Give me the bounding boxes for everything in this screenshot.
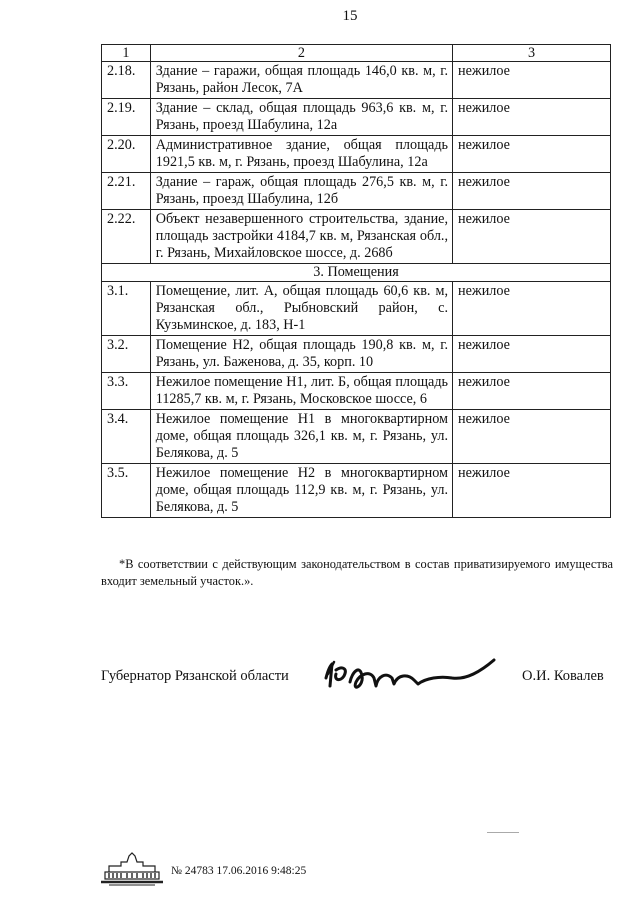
row-description: Здание – гараж, общая площадь 276,5 кв. м, г. Рязань, проезд Шабулина, 12б <box>150 173 452 210</box>
row-number: 3.1. <box>102 282 151 336</box>
row-status: нежилое <box>453 336 611 373</box>
building-emblem-icon <box>99 852 165 886</box>
table-header-row <box>102 45 611 62</box>
row-number: 3.5. <box>102 464 151 518</box>
row-description: Административное здание, общая площадь 1921,5 кв. м, г. Рязань, проезд Шабулина, 12а <box>150 136 452 173</box>
table-row <box>102 173 611 210</box>
header-col-1: 1 <box>102 45 151 62</box>
row-number: 3.3. <box>102 373 151 410</box>
margin-mark <box>487 832 519 833</box>
document-stamp: № 24783 17.06.2016 9:48:25 <box>171 865 307 877</box>
table-row <box>102 62 611 99</box>
section-row <box>102 264 611 282</box>
header-col-2: 2 <box>150 45 452 62</box>
footnote: *В соответствии с действующим законодательством в состав приватизируемого имущества входит земельный участок.». <box>101 557 613 588</box>
row-number: 2.21. <box>102 173 151 210</box>
table-row <box>102 282 611 336</box>
row-description: Объект незавершенного строительства, здание, площадь застройки 4184,7 кв. м, Рязанская обл., г. Рязань, Михайловское шоссе, д. 268б <box>150 210 452 264</box>
row-number: 3.4. <box>102 410 151 464</box>
row-number: 2.20. <box>102 136 151 173</box>
row-number: 3.2. <box>102 336 151 373</box>
row-number: 2.22. <box>102 210 151 264</box>
table-row <box>102 210 611 264</box>
row-description: Нежилое помещение Н2 в многоквартирном доме, общая площадь 112,9 кв. м, г. Рязань, ул. Белякова, д. 5 <box>150 464 452 518</box>
handwritten-signature <box>322 652 502 702</box>
row-description: Здание – склад, общая площадь 963,6 кв. м, г. Рязань, проезд Шабулина, 12а <box>150 99 452 136</box>
signatory-name: О.И. Ковалев <box>522 668 604 684</box>
table-row <box>102 99 611 136</box>
row-status: нежилое <box>453 464 611 518</box>
row-status: нежилое <box>453 136 611 173</box>
section-title: 3. Помещения <box>102 264 611 282</box>
table-row <box>102 336 611 373</box>
page-number: 15 <box>342 8 358 24</box>
table-row <box>102 373 611 410</box>
header-col-3: 3 <box>453 45 611 62</box>
row-status: нежилое <box>453 173 611 210</box>
table-row <box>102 464 611 518</box>
signatory-title: Губернатор Рязанской области <box>101 668 289 684</box>
row-status: нежилое <box>453 99 611 136</box>
row-description: Нежилое помещение Н1, лит. Б, общая площадь 11285,7 кв. м, г. Рязань, Московское шоссе, 6 <box>150 373 452 410</box>
row-description: Помещение, лит. А, общая площадь 60,6 кв. м, Рязанская обл., Рыбновский район, с. Кузьминское, д. 183, Н-1 <box>150 282 452 336</box>
row-status: нежилое <box>453 410 611 464</box>
row-status: нежилое <box>453 282 611 336</box>
row-description: Нежилое помещение Н1 в многоквартирном доме, общая площадь 326,1 кв. м, г. Рязань, ул. Белякова, д. 5 <box>150 410 452 464</box>
row-status: нежилое <box>453 210 611 264</box>
row-description: Помещение Н2, общая площадь 190,8 кв. м, г. Рязань, ул. Баженова, д. 35, корп. 10 <box>150 336 452 373</box>
row-number: 2.18. <box>102 62 151 99</box>
row-description: Здание – гаражи, общая площадь 146,0 кв. м, г. Рязань, район Лесок, 7А <box>150 62 452 99</box>
row-number: 2.19. <box>102 99 151 136</box>
row-status: нежилое <box>453 373 611 410</box>
table-row <box>102 136 611 173</box>
row-status: нежилое <box>453 62 611 99</box>
table-row <box>102 410 611 464</box>
property-table <box>101 44 611 518</box>
